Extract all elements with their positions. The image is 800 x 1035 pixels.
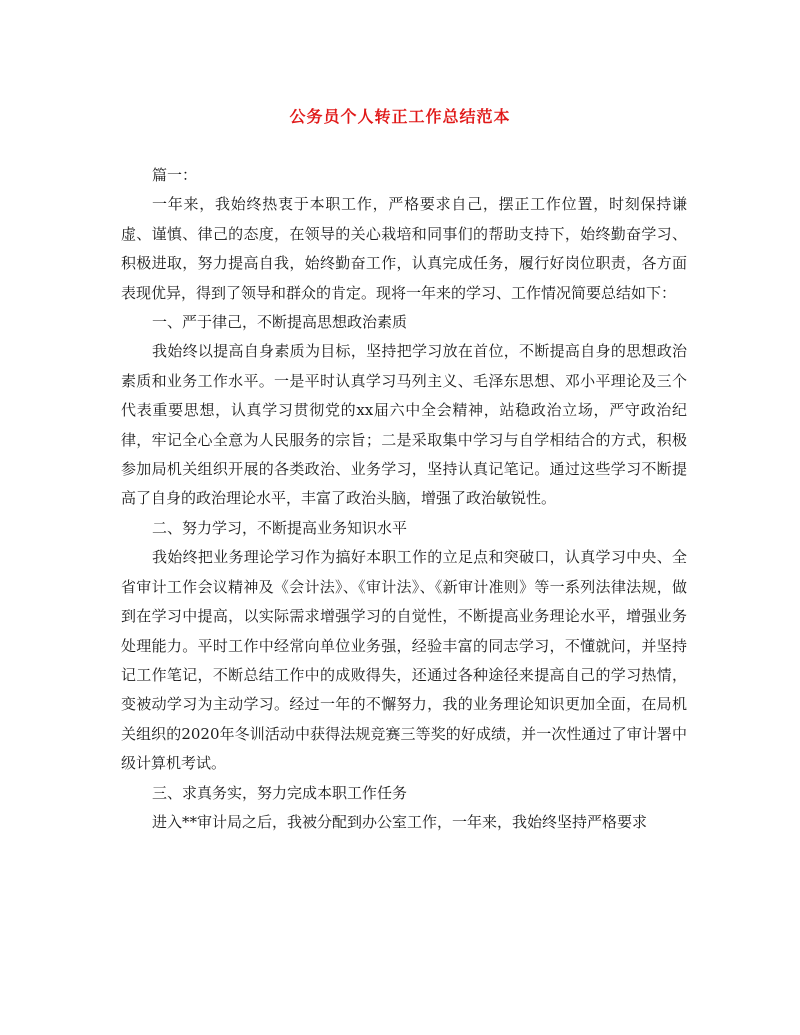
section-heading: 三、求真务实，努力完成本职工作任务 — [152, 783, 408, 802]
document-body — [121, 161, 687, 837]
section-label: 篇一： — [152, 166, 198, 184]
body-paragraph: 进入**审计局之后，我被分配到办公室工作，一年来，我始终坚持严格要求 — [152, 812, 648, 831]
body-paragraph: 我始终以提高自身素质为目标，坚持把学习放在首位，不断提高自身的思想政治素质和业务工作水平。一是平时认真学习马列主义、毛泽东思想、邓小平理论及三个代表重要思想，认真学习贯彻党的xx届六中全会精神，站稳政治立场，严守政治纪律，牢记全心全意为人民服务的宗旨；二是采取集中学习与自学相结合的方式，积极参加局机关组织开展的各类政治、业务学习，坚持认真记笔记。通过这些学习不断提高了自身的政治理论水平，丰富了政治头脑，增强了政治敏锐性。 — [121, 342, 687, 508]
document-title: 公务员个人转正工作总结范本 — [289, 107, 511, 126]
section-heading: 二、努力学习，不断提高业务知识水平 — [152, 518, 408, 537]
body-paragraph: 我始终把业务理论学习作为搞好本职工作的立足点和突破口，认真学习中央、全省审计工作会议精神及《会计法》、《审计法》、《新审计准则》等一系列法律法规，做到在学习中提高，以实际需求增强学习的自觉性，不断提高业务理论水平，增强业务处理能力。平时工作中经常向单位业务强，经验丰富的同志学习，不懂就问，并坚持记工作笔记，不断总结工作中的成败得失，还通过各种途径来提高自己的学习热情，变被动学习为主动学习。经过一年的不懈努力，我的业务理论知识更加全面，在局机关组织的2020年冬训活动中获得法规竞赛三等奖的好成绩，并一次性通过了审计署中级计算机考试。 — [121, 548, 687, 773]
body-paragraph: 一年来，我始终热衷于本职工作，严格要求自己，摆正工作位置，时刻保持谦虚、谨慎、律己的态度，在领导的关心栽培和同事们的帮助支持下，始终勤奋学习、积极进取，努力提高自我，始终勤奋工作，认真完成任务，履行好岗位职责，各方面表现优异，得到了领导和群众的肯定。现将一年来的学习、工作情况简要总结如下： — [121, 195, 687, 302]
section-heading: 一、严于律己，不断提高思想政治素质 — [152, 313, 408, 332]
